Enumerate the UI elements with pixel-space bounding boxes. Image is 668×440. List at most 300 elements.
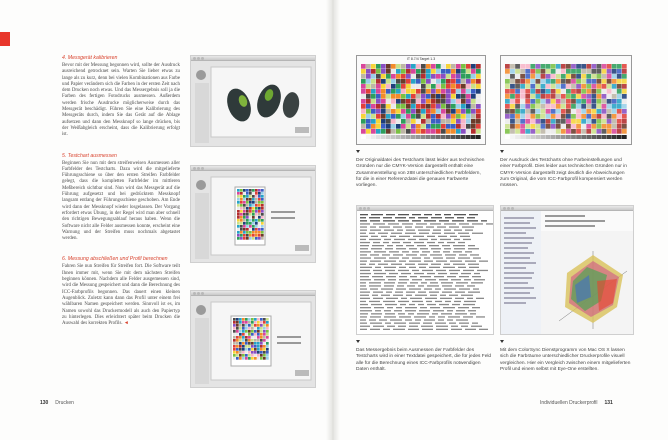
- color-patch: [622, 104, 627, 109]
- color-patch: [541, 74, 546, 79]
- table-cell: [430, 254, 442, 255]
- color-patch: [242, 354, 245, 357]
- color-patch: [476, 109, 481, 114]
- table-cell: [360, 220, 367, 221]
- color-patch: [381, 74, 386, 79]
- color-patch: [381, 79, 386, 84]
- color-patch: [476, 84, 481, 89]
- table-cell: [407, 285, 415, 286]
- table-cell: [398, 220, 409, 221]
- color-patch: [258, 234, 261, 237]
- color-patch: [431, 119, 436, 124]
- color-patch: [252, 207, 255, 210]
- table-cell: [424, 261, 433, 262]
- table-cell: [401, 273, 411, 274]
- color-patch: [441, 119, 446, 124]
- color-patch: [597, 79, 602, 84]
- color-patch: [257, 336, 260, 339]
- color-patch: [371, 124, 376, 129]
- color-patch: [612, 64, 617, 69]
- table-cell: [381, 295, 390, 296]
- color-patch: [476, 114, 481, 119]
- color-patch: [254, 357, 257, 360]
- color-patch: [602, 104, 607, 109]
- color-patch: [261, 225, 264, 228]
- table-cell: [465, 251, 472, 252]
- color-patch: [366, 124, 371, 129]
- table-cell: [467, 217, 475, 218]
- color-patch: [361, 84, 366, 89]
- color-patch: [622, 109, 627, 114]
- table-cell: [436, 270, 446, 271]
- measurement-table: [357, 211, 494, 335]
- color-patch: [505, 64, 510, 69]
- color-patch: [406, 69, 411, 74]
- table-cell: [409, 267, 416, 268]
- caption-text: Das Messergebnis beim Ausmessen der Farbfelder des Testcharts wird in einer Textdatei gespeichert, die für jedes Feld alle für die Berechnung eines ICC-Farbprofils notwendigen Daten enthält.: [356, 348, 492, 372]
- table-cell: [360, 326, 370, 327]
- table-cell: [384, 230, 394, 231]
- color-patch: [411, 104, 416, 109]
- table-cell: [426, 226, 434, 227]
- color-patch: [476, 74, 481, 79]
- caption-text: Mit dem ColorSync Dienstprogramm von Mac OS X lassen sich die Farbräume unterschiedlicher Druckerprofile visuell vergleichen. Hier ein Vergleich zwischen einem mitgelieferten Profil und einem selbst mit Eye-One erstellten.: [500, 348, 631, 372]
- color-patch: [426, 94, 431, 99]
- color-patch: [261, 207, 264, 210]
- color-patch: [245, 351, 248, 354]
- color-patch: [607, 109, 612, 114]
- color-patch: [561, 69, 566, 74]
- color-patch: [242, 336, 245, 339]
- color-patch: [233, 324, 236, 327]
- color-patch: [471, 74, 476, 79]
- color-patch: [525, 129, 530, 134]
- table-cell: [389, 273, 398, 274]
- color-patch: [261, 210, 264, 213]
- color-patch: [386, 104, 391, 109]
- color-patch: [431, 124, 436, 129]
- table-cell: [395, 217, 406, 218]
- color-patch: [446, 64, 451, 69]
- color-patch: [541, 84, 546, 89]
- table-cell: [442, 245, 450, 246]
- color-patch: [581, 124, 586, 129]
- table-cell: [410, 276, 417, 277]
- color-patch: [617, 114, 622, 119]
- color-patch: [361, 124, 366, 129]
- table-cell: [435, 288, 441, 289]
- color-patch: [461, 74, 466, 79]
- color-patch: [530, 89, 535, 94]
- color-patch: [391, 94, 396, 99]
- color-patch: [461, 129, 466, 134]
- color-patch: [396, 129, 401, 134]
- table-cell: [370, 323, 382, 324]
- color-patch: [451, 129, 456, 134]
- color-patch: [266, 357, 269, 360]
- grey-ramp-patch: [510, 135, 515, 139]
- color-patch: [254, 336, 257, 339]
- color-patch: [461, 64, 466, 69]
- color-patch: [376, 129, 381, 134]
- color-patch: [597, 119, 602, 124]
- color-patch: [602, 64, 607, 69]
- table-cell: [402, 257, 409, 258]
- color-patch: [576, 109, 581, 114]
- table-cell: [373, 326, 384, 327]
- table-cell: [468, 245, 475, 246]
- table-cell: [420, 248, 428, 249]
- color-patch: [258, 237, 261, 240]
- color-patch: [258, 225, 261, 228]
- color-patch: [591, 119, 596, 124]
- grey-ramp-patch: [622, 135, 627, 139]
- color-patch: [258, 222, 261, 225]
- color-patch: [421, 124, 426, 129]
- color-patch: [476, 79, 481, 84]
- color-patch: [371, 114, 376, 119]
- table-cell: [441, 282, 453, 283]
- table-cell: [408, 329, 419, 330]
- color-patch: [546, 119, 551, 124]
- section-body: [62, 264, 180, 327]
- table-cell: [427, 304, 436, 305]
- color-patch: [551, 99, 556, 104]
- table-cell: [424, 288, 432, 289]
- color-patch: [401, 104, 406, 109]
- color-patch: [263, 351, 266, 354]
- color-patch: [371, 129, 376, 134]
- color-patch: [571, 64, 576, 69]
- color-patch: [446, 79, 451, 84]
- color-patch: [406, 64, 411, 69]
- color-patch: [591, 104, 596, 109]
- color-patch: [257, 339, 260, 342]
- color-patch: [546, 94, 551, 99]
- color-patch: [510, 99, 515, 104]
- table-cell: [360, 223, 370, 224]
- table-cell: [360, 323, 367, 324]
- table-cell: [418, 217, 428, 218]
- color-patch: [240, 219, 243, 222]
- color-patch: [411, 124, 416, 129]
- color-patch: [421, 119, 426, 124]
- color-patch: [426, 124, 431, 129]
- color-patch: [237, 216, 240, 219]
- color-patch: [451, 119, 456, 124]
- color-patch: [401, 74, 406, 79]
- color-patch: [461, 89, 466, 94]
- table-cell: [398, 326, 406, 327]
- grey-ramp-patch: [536, 135, 541, 139]
- color-patch: [510, 84, 515, 89]
- table-cell: [458, 307, 469, 308]
- table-cell: [470, 254, 479, 255]
- color-patch: [571, 84, 576, 89]
- color-patch: [246, 210, 249, 213]
- color-patch: [421, 114, 426, 119]
- color-patch: [466, 64, 471, 69]
- color-patch: [251, 339, 254, 342]
- color-patch: [371, 64, 376, 69]
- color-patch: [476, 99, 481, 104]
- color-patch: [258, 210, 261, 213]
- color-patch-grid: [501, 62, 631, 144]
- color-patch: [233, 348, 236, 351]
- table-cell: [463, 270, 474, 271]
- color-patch: [237, 234, 240, 237]
- section-title: 6. Messung abschließen und Profil berechnen: [62, 256, 168, 263]
- color-patch: [249, 237, 252, 240]
- color-patch: [525, 84, 530, 89]
- table-cell: [419, 310, 430, 311]
- color-patch: [561, 124, 566, 129]
- table-cell: [444, 288, 456, 289]
- color-patch: [251, 330, 254, 333]
- color-patch: [566, 114, 571, 119]
- color-patch: [536, 69, 541, 74]
- color-patch: [245, 345, 248, 348]
- color-patch: [240, 207, 243, 210]
- color-patch: [525, 94, 530, 99]
- table-cell: [423, 323, 432, 324]
- table-cell: [360, 329, 367, 330]
- color-patch: [416, 79, 421, 84]
- color-patch: [441, 84, 446, 89]
- color-patch: [581, 79, 586, 84]
- table-cell: [438, 273, 447, 274]
- table-cell: [388, 223, 399, 224]
- table-cell: [391, 264, 402, 265]
- color-patch: [239, 357, 242, 360]
- color-patch: [541, 129, 546, 134]
- table-cell: [454, 301, 461, 302]
- table-cell: [385, 270, 395, 271]
- table-cell: [384, 285, 394, 286]
- table-cell: [471, 326, 482, 327]
- color-patch: [401, 79, 406, 84]
- gamut-comparison-illustration: [501, 211, 634, 335]
- color-patch: [401, 94, 406, 99]
- table-cell: [387, 307, 393, 308]
- color-patch: [249, 222, 252, 225]
- color-patch: [602, 89, 607, 94]
- color-patch: [607, 64, 612, 69]
- table-cell: [469, 214, 478, 215]
- color-patch: [246, 216, 249, 219]
- color-patch: [251, 342, 254, 345]
- table-cell: [390, 236, 396, 237]
- table-cell: [360, 261, 367, 262]
- color-patch: [612, 129, 617, 134]
- color-patch: [446, 114, 451, 119]
- color-patch: [391, 64, 396, 69]
- color-patch: [505, 99, 510, 104]
- color-patch: [263, 348, 266, 351]
- color-patch: [541, 94, 546, 99]
- color-patch: [381, 124, 386, 129]
- table-cell: [450, 236, 457, 237]
- color-patch: [251, 336, 254, 339]
- table-cell: [459, 276, 469, 277]
- caption-arrow-icon: [500, 150, 504, 153]
- color-patch: [446, 104, 451, 109]
- table-cell: [486, 223, 494, 224]
- color-patch: [406, 99, 411, 104]
- color-patch: [612, 84, 617, 89]
- color-patch: [260, 342, 263, 345]
- color-patch: [376, 74, 381, 79]
- color-patch: [233, 336, 236, 339]
- color-patch: [612, 94, 617, 99]
- color-patch: [239, 348, 242, 351]
- color-patch: [466, 84, 471, 89]
- color-patch: [476, 94, 481, 99]
- color-patch: [617, 104, 622, 109]
- color-patch: [263, 357, 266, 360]
- color-patch: [263, 342, 266, 345]
- color-patch: [376, 84, 381, 89]
- table-cell: [409, 288, 421, 289]
- color-patch: [561, 99, 566, 104]
- color-patch: [254, 354, 257, 357]
- color-patch: [607, 94, 612, 99]
- color-patch: [436, 94, 441, 99]
- color-patch: [515, 74, 520, 79]
- color-patch: [236, 357, 239, 360]
- color-patch: [515, 94, 520, 99]
- color-patch: [401, 89, 406, 94]
- color-patch: [602, 69, 607, 74]
- table-cell: [369, 233, 375, 234]
- color-patch: [597, 89, 602, 94]
- color-patch: [520, 114, 525, 119]
- table-cell: [444, 248, 451, 249]
- table-cell: [417, 313, 429, 314]
- color-patch: [607, 89, 612, 94]
- color-patch: [530, 79, 535, 84]
- color-patch: [252, 213, 255, 216]
- color-patch: [556, 94, 561, 99]
- table-cell: [360, 313, 368, 314]
- color-patch: [426, 89, 431, 94]
- color-patch: [258, 189, 261, 192]
- color-patch: [246, 195, 249, 198]
- color-patch: [239, 354, 242, 357]
- color-patch: [510, 79, 515, 84]
- table-cell: [374, 257, 386, 258]
- table-cell: [419, 233, 429, 234]
- table-cell: [360, 236, 368, 237]
- color-patch: [249, 207, 252, 210]
- color-patch: [239, 336, 242, 339]
- color-patch: [622, 99, 627, 104]
- color-patch: [591, 84, 596, 89]
- color-patch: [371, 104, 376, 109]
- table-cell: [360, 276, 369, 277]
- color-patch: [515, 89, 520, 94]
- color-patch: [366, 89, 371, 94]
- color-patch: [263, 327, 266, 330]
- table-cell: [360, 242, 370, 243]
- color-patch: [426, 104, 431, 109]
- table-cell: [369, 239, 381, 240]
- color-patch: [381, 64, 386, 69]
- grey-ramp-patch: [416, 135, 421, 139]
- table-cell: [360, 226, 367, 227]
- color-patch: [258, 228, 261, 231]
- color-patch: [541, 114, 546, 119]
- color-patch: [263, 339, 266, 342]
- color-patch: [245, 324, 248, 327]
- table-cell: [458, 242, 465, 243]
- color-patch: [520, 129, 525, 134]
- color-patch: [525, 109, 530, 114]
- color-patch: [426, 74, 431, 79]
- caption-printed: [500, 150, 632, 189]
- color-patch: [551, 94, 556, 99]
- color-patch: [366, 84, 371, 89]
- table-cell: [447, 310, 453, 311]
- table-cell: [360, 279, 371, 280]
- color-patch: [233, 357, 236, 360]
- color-patch: [571, 79, 576, 84]
- color-patch: [416, 84, 421, 89]
- color-patch: [536, 89, 541, 94]
- color-patch: [239, 327, 242, 330]
- table-cell: [474, 273, 480, 274]
- color-patch: [239, 342, 242, 345]
- color-patch: [541, 104, 546, 109]
- color-patch: [520, 74, 525, 79]
- color-patch: [396, 119, 401, 124]
- color-patch: [421, 74, 426, 79]
- chapter-tab-marker: [0, 32, 10, 46]
- table-cell: [415, 295, 427, 296]
- color-patch: [515, 129, 520, 134]
- table-cell: [412, 270, 419, 271]
- table-cell: [394, 239, 405, 240]
- color-patch: [451, 84, 456, 89]
- color-patch: [237, 219, 240, 222]
- table-cell: [421, 282, 427, 283]
- color-patch: [233, 327, 236, 330]
- color-patch: [471, 129, 476, 134]
- table-cell: [388, 279, 396, 280]
- color-patch: [366, 109, 371, 114]
- color-patch: [505, 119, 510, 124]
- color-patch: [371, 94, 376, 99]
- color-patch: [586, 89, 591, 94]
- table-cell: [405, 319, 412, 320]
- color-patch: [436, 84, 441, 89]
- color-patch: [371, 99, 376, 104]
- color-patch: [612, 99, 617, 104]
- table-cell: [434, 276, 444, 277]
- table-cell: [418, 264, 428, 265]
- table-cell: [399, 316, 411, 317]
- table-cell: [472, 307, 480, 308]
- color-patch: [530, 69, 535, 74]
- color-patch: [254, 351, 257, 354]
- color-patch: [258, 204, 261, 207]
- table-cell: [389, 251, 399, 252]
- color-patch: [421, 94, 426, 99]
- color-patch: [436, 99, 441, 104]
- table-cell: [451, 329, 462, 330]
- color-patch: [530, 129, 535, 134]
- color-patch: [243, 222, 246, 225]
